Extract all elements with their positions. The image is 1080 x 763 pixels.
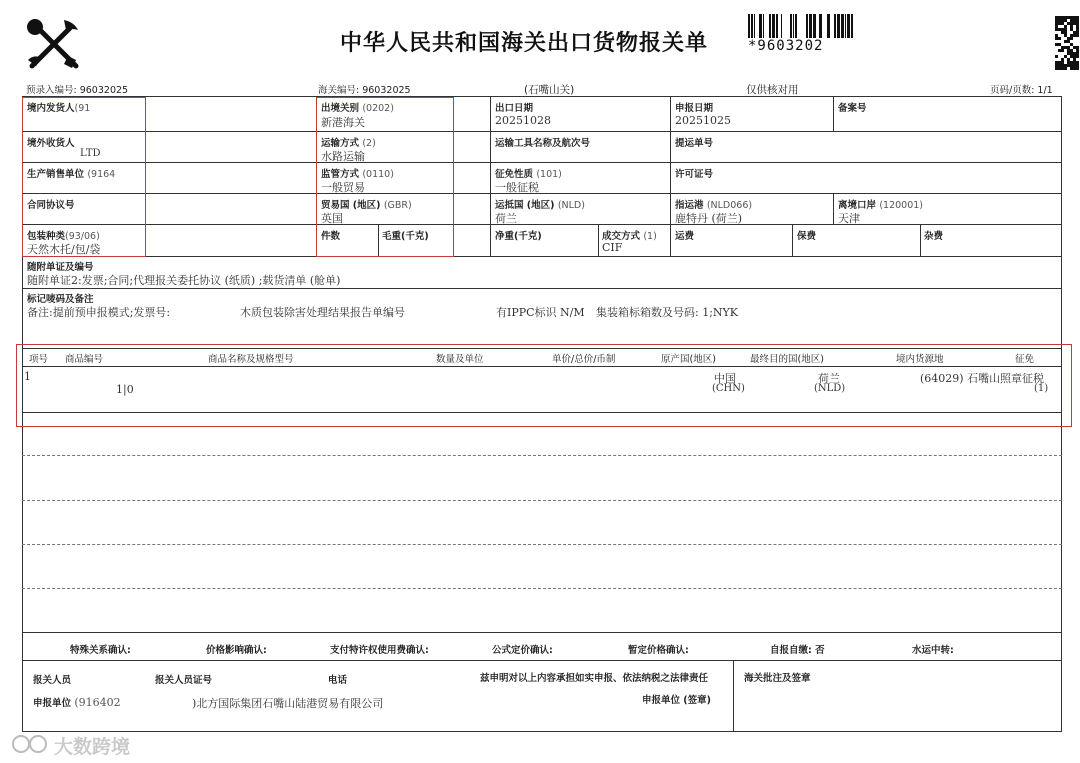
declaring-unit-name: )北方国际集团石嘴山陆港贸易有限公司 (192, 697, 384, 710)
transport-value: 水路运输 (321, 150, 365, 163)
container-info: 集装箱标箱数及号码: 1;NYK (596, 306, 739, 319)
watermark-logo-icon (10, 733, 52, 755)
declarant-no-label: 报关人员证号 (155, 675, 213, 686)
pieces-label: 件数 (321, 231, 341, 242)
col-source: 境内货源地 (896, 354, 944, 365)
trade-country-field: 贸易国 (地区) (GBR) (321, 200, 412, 211)
col-hs-code: 商品编号 (65, 354, 104, 365)
legal-statement: 兹申明对以上内容承担如实申报、依法纳税之法律责任 (480, 673, 709, 684)
freight-label: 运费 (675, 231, 695, 242)
vessel-label: 运输工具名称及航次号 (495, 138, 591, 149)
declare-date-label: 申报日期 (675, 103, 714, 114)
item-origin: 中国 (714, 372, 736, 385)
barcode (748, 14, 854, 38)
supervision-field: 监管方式 (0110) (321, 169, 394, 180)
water-transit: 水运中转: (912, 645, 954, 656)
dest-country-field: 运抵国 (地区) (NLD) (495, 200, 585, 211)
ippc-mark: 有IPPC标识 N/M (496, 306, 585, 319)
customs-no: 海关编号: 96032025 (318, 85, 411, 96)
exit-customs-field: 出境关别 (0202) (321, 103, 394, 114)
trade-country-value: 英国 (321, 212, 343, 225)
export-date-label: 出口日期 (495, 103, 534, 114)
supervision-value: 一般贸易 (321, 181, 365, 194)
marks-remark: 备注:提前预申报模式;发票号: (27, 306, 171, 319)
phone-label: 电话 (328, 675, 348, 686)
inspection-report: 木质包装除害处理结果报告单编号 (240, 306, 405, 319)
bl-label: 提运单号 (675, 138, 714, 149)
marks-label: 标记唛码及备注 (27, 294, 94, 305)
exit-customs-value: 新港海关 (321, 116, 365, 129)
export-date-value: 20251028 (495, 114, 551, 127)
watermark-text: 大数跨境 (54, 736, 131, 758)
verify-note: 仅供核对用 (746, 84, 799, 96)
deal-field: 成交方式 (1) (602, 231, 657, 242)
producer-field: 生产销售单位 (9164 (27, 169, 116, 180)
declare-date-value: 20251025 (675, 114, 731, 127)
item-origin-code: (CHN) (712, 383, 745, 394)
transport-field: 运输方式 (2) (321, 138, 376, 149)
customs-emblem-icon (24, 16, 86, 74)
gross-label: 毛重(千克) (382, 231, 429, 242)
departure-port-value: 天津 (838, 212, 860, 225)
customs-office: (石嘴山关) (524, 84, 575, 96)
form-title: 中华人民共和国海关出口货物报关单 (340, 31, 709, 56)
insurance-label: 保费 (797, 231, 817, 242)
col-quantity: 数量及单位 (436, 354, 484, 365)
royalty-confirm: 支付特许权使用费确认: (330, 645, 429, 656)
levy-value: 一般征税 (495, 181, 539, 194)
col-levy: 征免 (1015, 354, 1035, 365)
formula-price-confirm: 公式定价确认: (492, 645, 553, 656)
port-value: 鹿特丹 (荷兰) (675, 212, 743, 225)
col-final-dest: 最终目的国(地区) (750, 354, 824, 365)
net-label: 净重(千克) (495, 231, 542, 242)
col-price: 单价/总价/币制 (552, 354, 616, 365)
customs-note-label: 海关批注及签章 (744, 673, 811, 684)
levy-field: 征免性质 (101) (495, 169, 562, 180)
col-name-spec: 商品名称及规格型号 (208, 354, 294, 365)
item-final-dest: 荷兰 (818, 372, 840, 385)
barcode-text: *9603202 (748, 38, 824, 54)
docs-value: 随附单证2:发票;合同;代理报关委托协议 (纸质) ;载货清单 (舱单) (27, 274, 341, 287)
misc-label: 杂费 (924, 231, 944, 242)
page-count: 页码/页数: 1/1 (990, 85, 1053, 96)
item-hs-code: 1|0 (116, 383, 134, 396)
license-label: 许可证号 (675, 169, 714, 180)
departure-port-field: 离境口岸 (120001) (838, 200, 924, 211)
col-item-no: 项号 (29, 354, 49, 365)
consignee-value: LTD (80, 148, 101, 159)
declarant-label: 报关人员 (33, 675, 72, 686)
shipper-field: 境内发货人(91 (27, 103, 91, 114)
pre-entry-no: 预录入编号: 96032025 (26, 85, 129, 96)
consignee-label: 境外收货人 (27, 138, 75, 149)
record-no-label: 备案号 (838, 103, 867, 114)
deal-value: CIF (602, 241, 623, 254)
provisional-price-confirm: 暂定价格确认: (628, 645, 689, 656)
item-levy: 照章征税 (1000, 372, 1044, 385)
port-field: 指运港 (NLD066) (675, 200, 753, 211)
self-report: 自报自缴: 否 (770, 645, 825, 656)
item-levy-code: (1) (1034, 383, 1049, 394)
qr-code (1055, 14, 1079, 70)
declaring-unit-field: 申报单位 (916402 (33, 696, 121, 709)
special-relation-confirm: 特殊关系确认: (70, 645, 131, 656)
item-final-dest-code: (NLD) (814, 383, 846, 394)
package-field: 包装种类(93/06) (27, 231, 100, 242)
dest-country-value: 荷兰 (495, 212, 517, 225)
contract-label: 合同协议号 (27, 200, 75, 211)
package-value: 天然木托/包/袋 (27, 243, 101, 256)
docs-label: 随附单证及编号 (27, 262, 94, 273)
price-influence-confirm: 价格影响确认: (206, 645, 267, 656)
item-no: 1 (24, 370, 31, 383)
item-source: (64029) 石嘴山 (920, 372, 1001, 385)
unit-seal-label: 申报单位 (签章) (642, 695, 711, 706)
col-origin: 原产国(地区) (661, 354, 716, 365)
